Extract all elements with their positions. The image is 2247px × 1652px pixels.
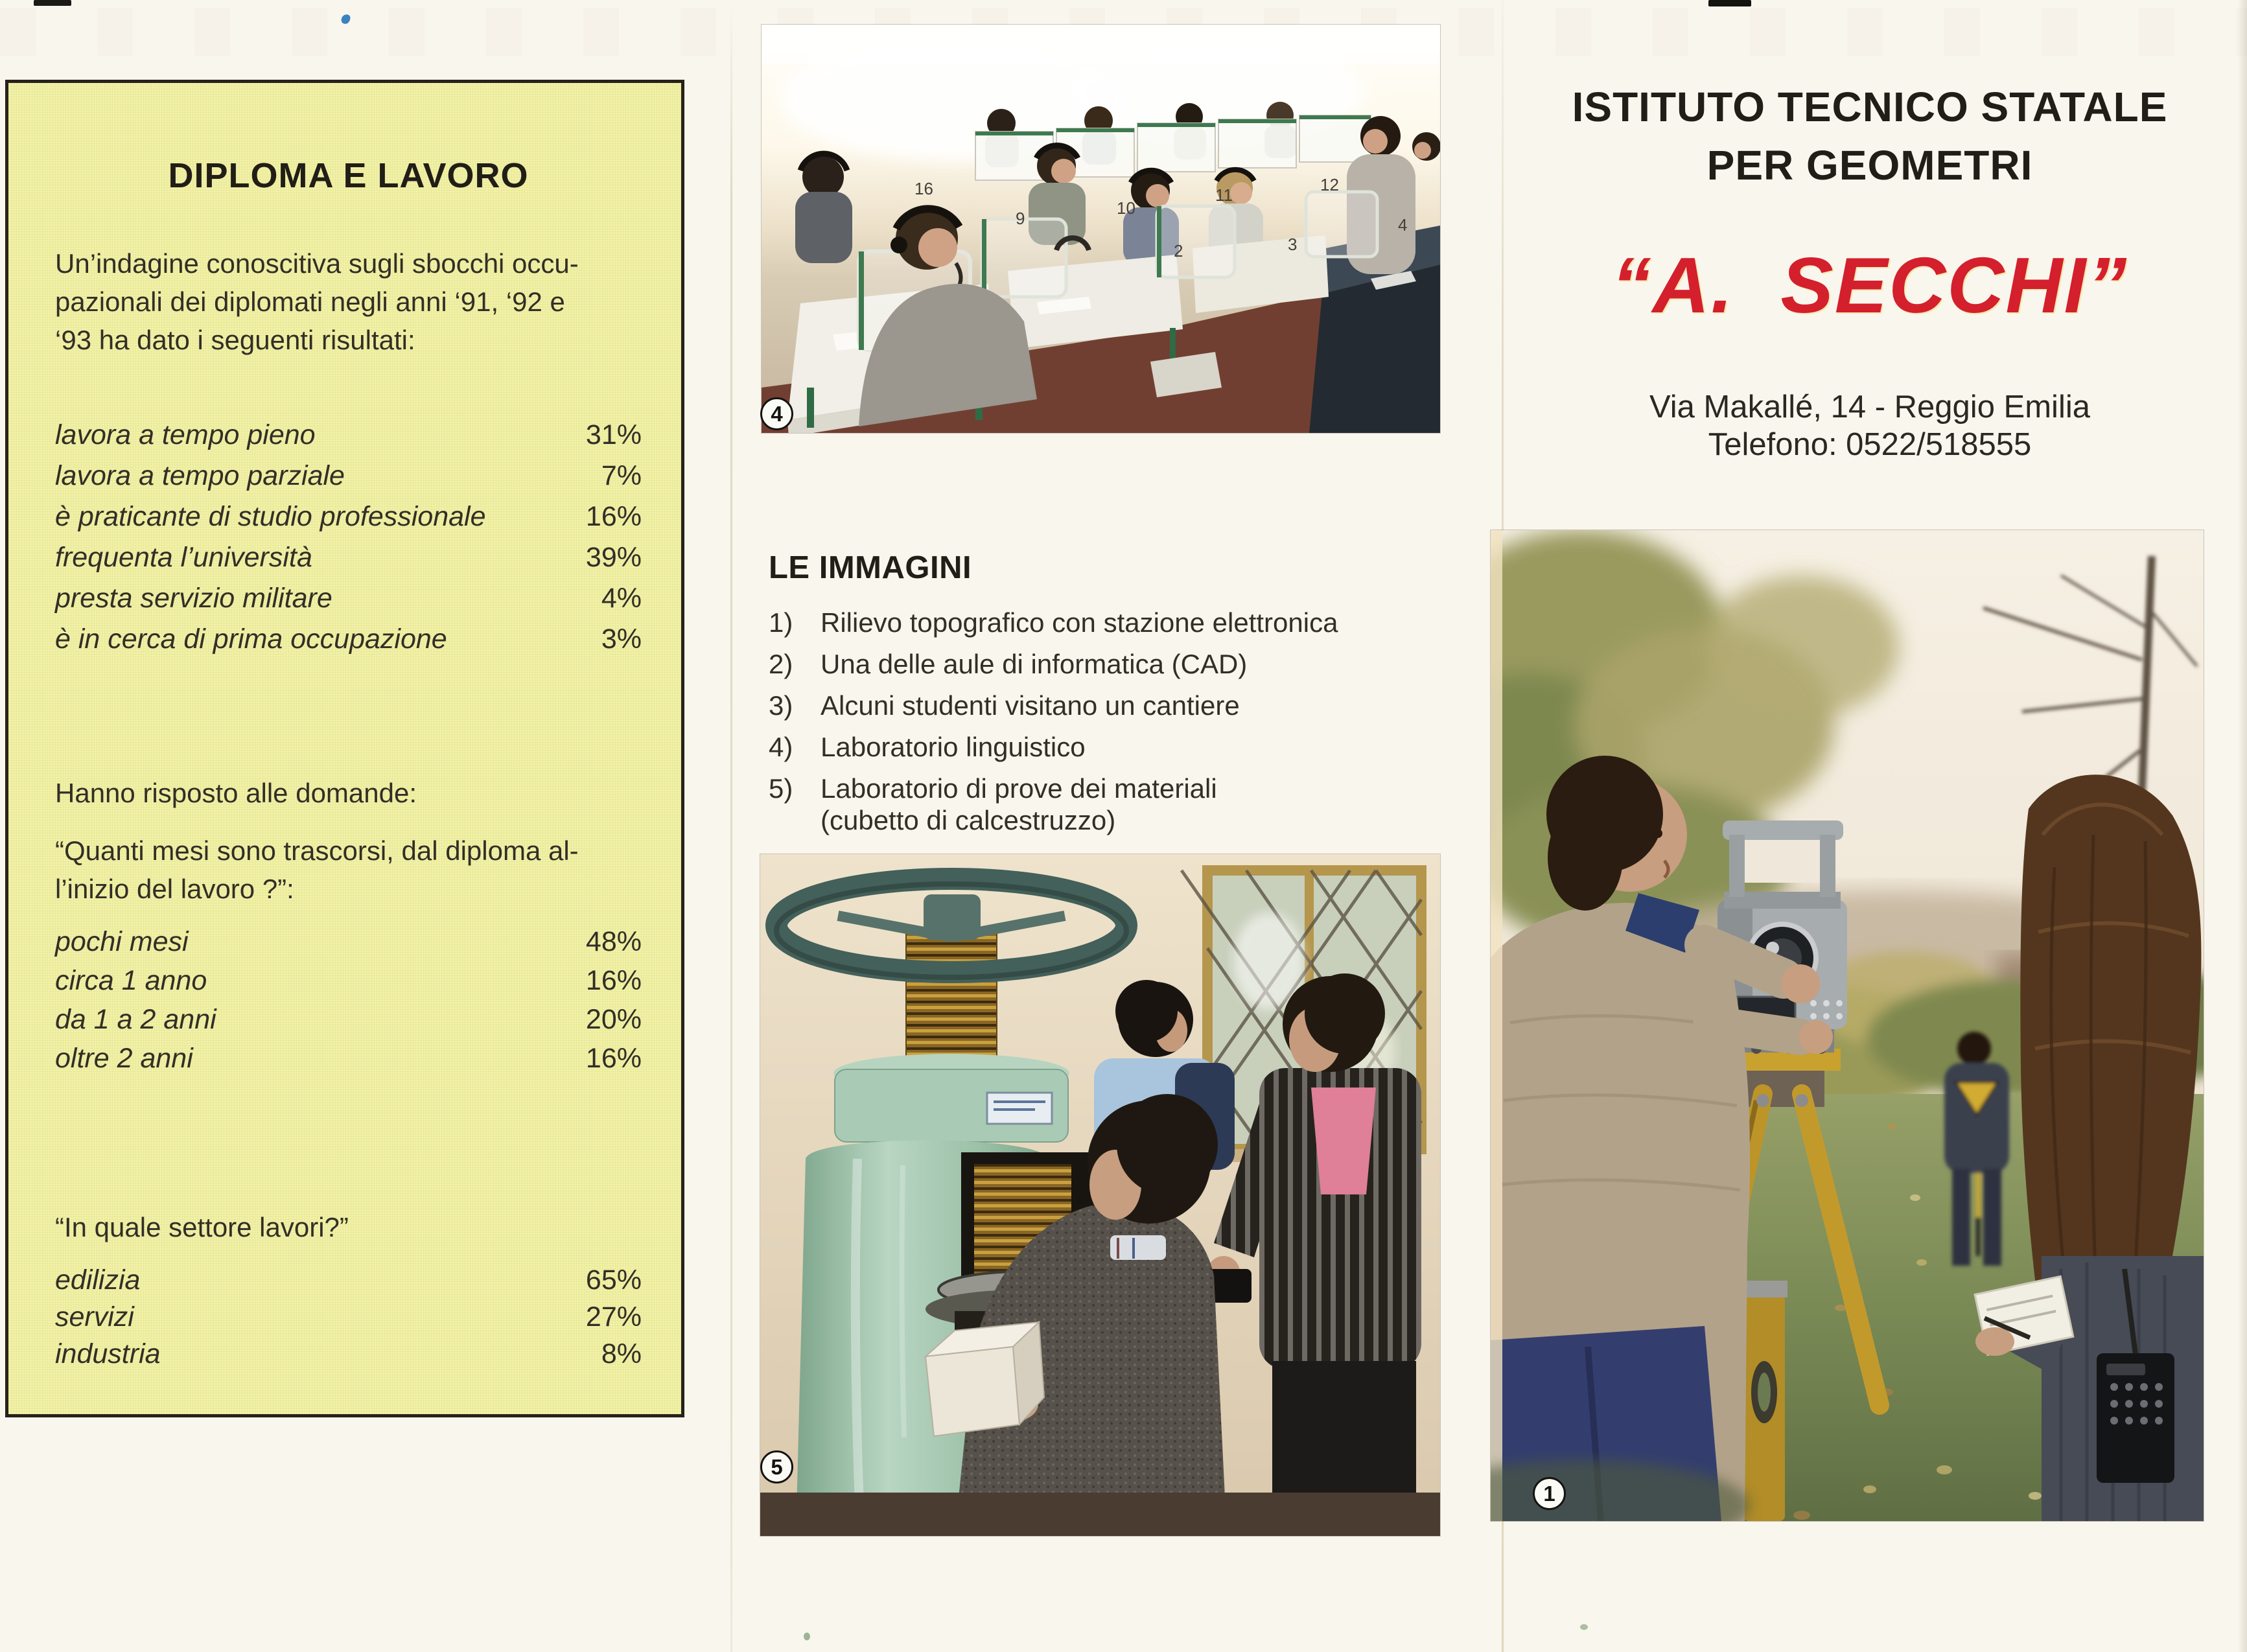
caption-text: [821, 606, 1338, 640]
caption-item: [769, 606, 1423, 640]
question-sector: “In quale settore lavori?”: [55, 1212, 349, 1242]
stat-value: 39%: [585, 542, 642, 573]
caption-number: 3): [769, 690, 793, 721]
svg-text:4: 4: [1398, 215, 1408, 235]
question-months: [55, 832, 642, 908]
svg-text:16: 16: [914, 179, 933, 198]
institute-name-line1: ISTITUTO TECNICO STATALE: [1572, 84, 2168, 130]
caption-text: [821, 730, 1086, 764]
stat-value: 48%: [585, 926, 642, 957]
stat-row: [55, 922, 642, 961]
stat-row: [55, 496, 642, 537]
survey-scene: [1491, 530, 2204, 1521]
fold-crease-left: [730, 0, 732, 1652]
svg-text:10: 10: [1117, 198, 1135, 218]
address-line: Via Makallé, 14 - Reggio Emilia: [1649, 390, 2090, 425]
stat-label: è in cerca di prima occupazione: [55, 623, 447, 655]
caption-text: [821, 772, 1217, 835]
badge-number: 5: [771, 1454, 783, 1479]
stat-label: frequenta l’università: [55, 542, 312, 573]
employment-stats-list: [55, 415, 642, 660]
stat-row: [55, 578, 642, 619]
images-heading: LE IMMAGINI: [769, 550, 972, 585]
question-line: l’inizio del lavoro ?”:: [55, 874, 294, 904]
caption-number: 4): [769, 732, 793, 762]
language-lab-scene: [762, 25, 1440, 433]
stat-value: 20%: [585, 1004, 642, 1035]
stat-row: [55, 1039, 642, 1078]
green-ink-speck-left: [804, 1633, 810, 1640]
distant-surveyor: [1944, 1032, 2009, 1266]
svg-text:11: 11: [1215, 185, 1233, 205]
box-title: DIPLOMA E LAVORO: [168, 156, 529, 195]
caption-line: Laboratorio linguistico: [821, 732, 1086, 762]
stat-label: lavora a tempo parziale: [55, 460, 345, 491]
caption-number: 1): [769, 607, 793, 638]
stat-value: 16%: [585, 1043, 642, 1074]
registration-mark-top-middle: [1708, 0, 1751, 6]
stat-label: da 1 a 2 anni: [55, 1004, 216, 1035]
materials-lab-scene: [760, 854, 1440, 1536]
stat-row: [55, 456, 642, 496]
photo-materials-lab: [760, 854, 1440, 1536]
stat-label: edilizia: [55, 1264, 141, 1296]
caption-line: Rilievo topografico con stazione elettronica: [821, 607, 1338, 638]
stat-row: [55, 537, 642, 578]
photo-survey: [1491, 530, 2204, 1521]
caption-line: Laboratorio di prove dei materiali: [821, 773, 1217, 804]
stat-row: [55, 1299, 642, 1336]
stat-label: oltre 2 anni: [55, 1043, 193, 1074]
stat-label: servizi: [55, 1301, 134, 1332]
caption-number: 5): [769, 773, 793, 804]
intro-line: pazionali dei diplomati negli anni ‘91, ‘92 e: [55, 286, 565, 317]
photo-language-lab: [762, 25, 1440, 433]
stat-row: [55, 961, 642, 1000]
institute-name-line2: PER GEOMETRI: [1706, 142, 2033, 189]
green-ink-speck-right: [1580, 1624, 1588, 1630]
diploma-e-lavoro-box: [5, 80, 684, 1417]
stat-label: circa 1 anno: [55, 965, 207, 996]
stat-row: [55, 415, 642, 456]
sector-stats-list: [55, 1262, 642, 1373]
svg-text:12: 12: [1320, 175, 1339, 194]
caption-line: Alcuni studenti visitano un cantiere: [821, 690, 1240, 721]
stat-value: 16%: [585, 965, 642, 996]
photo-number-badge: [760, 397, 793, 430]
months-stats-list: [55, 922, 642, 1078]
caption-item: [769, 772, 1423, 835]
stat-row: [55, 1262, 642, 1299]
intro-line: ‘93 ha dato i seguenti risultati:: [55, 325, 415, 355]
stat-label: lavora a tempo pieno: [55, 419, 316, 450]
svg-text:2: 2: [1174, 241, 1183, 261]
stat-value: 65%: [585, 1264, 642, 1296]
caption-item: [769, 647, 1423, 681]
svg-text:3: 3: [1288, 235, 1298, 254]
stat-row: [55, 1336, 642, 1373]
stat-label: industria: [55, 1338, 161, 1369]
phone-line: Telefono: 0522/518555: [1708, 427, 2032, 462]
caption-line: Una delle aule di informatica (CAD): [821, 649, 1248, 679]
stat-row: [55, 619, 642, 660]
light-leak: [1491, 530, 1502, 1521]
caption-number: 2): [769, 649, 793, 679]
registration-mark-top-left: [34, 0, 71, 6]
question-line: “Quanti mesi sono trascorsi, dal diploma al-: [55, 835, 579, 866]
responses-heading: Hanno risposto alle domande:: [55, 778, 417, 808]
photo-number-badge: [1533, 1477, 1566, 1510]
stat-value: 8%: [601, 1338, 642, 1369]
stat-label: pochi mesi: [55, 926, 189, 957]
caption-text: [821, 647, 1247, 681]
badge-number: 1: [1543, 1481, 1555, 1506]
stat-row: [55, 1000, 642, 1039]
stat-value: 3%: [601, 623, 642, 655]
photo-number-badge: [760, 1450, 793, 1483]
stat-value: 16%: [585, 501, 642, 532]
school-name-title: “A. SECCHI”: [1611, 241, 2128, 329]
intro-paragraph: [55, 244, 642, 359]
caption-text: [821, 689, 1240, 723]
stat-value: 4%: [601, 583, 642, 614]
svg-text:9: 9: [1016, 209, 1025, 228]
lab-floor: [760, 1493, 1440, 1536]
caption-line: (cubetto di calcestruzzo): [821, 805, 1116, 835]
stat-value: 7%: [601, 460, 642, 491]
image-caption-list: [769, 606, 1423, 843]
badge-number: 4: [771, 401, 783, 426]
stat-label: presta servizio militare: [55, 583, 332, 614]
caption-item: [769, 730, 1423, 764]
caption-item: [769, 689, 1423, 723]
intro-line: Un’indagine conoscitiva sugli sbocchi occu-: [55, 248, 579, 279]
stat-value: 31%: [585, 419, 642, 450]
stat-value: 27%: [585, 1301, 642, 1332]
stat-label: è praticante di studio professionale: [55, 501, 486, 532]
